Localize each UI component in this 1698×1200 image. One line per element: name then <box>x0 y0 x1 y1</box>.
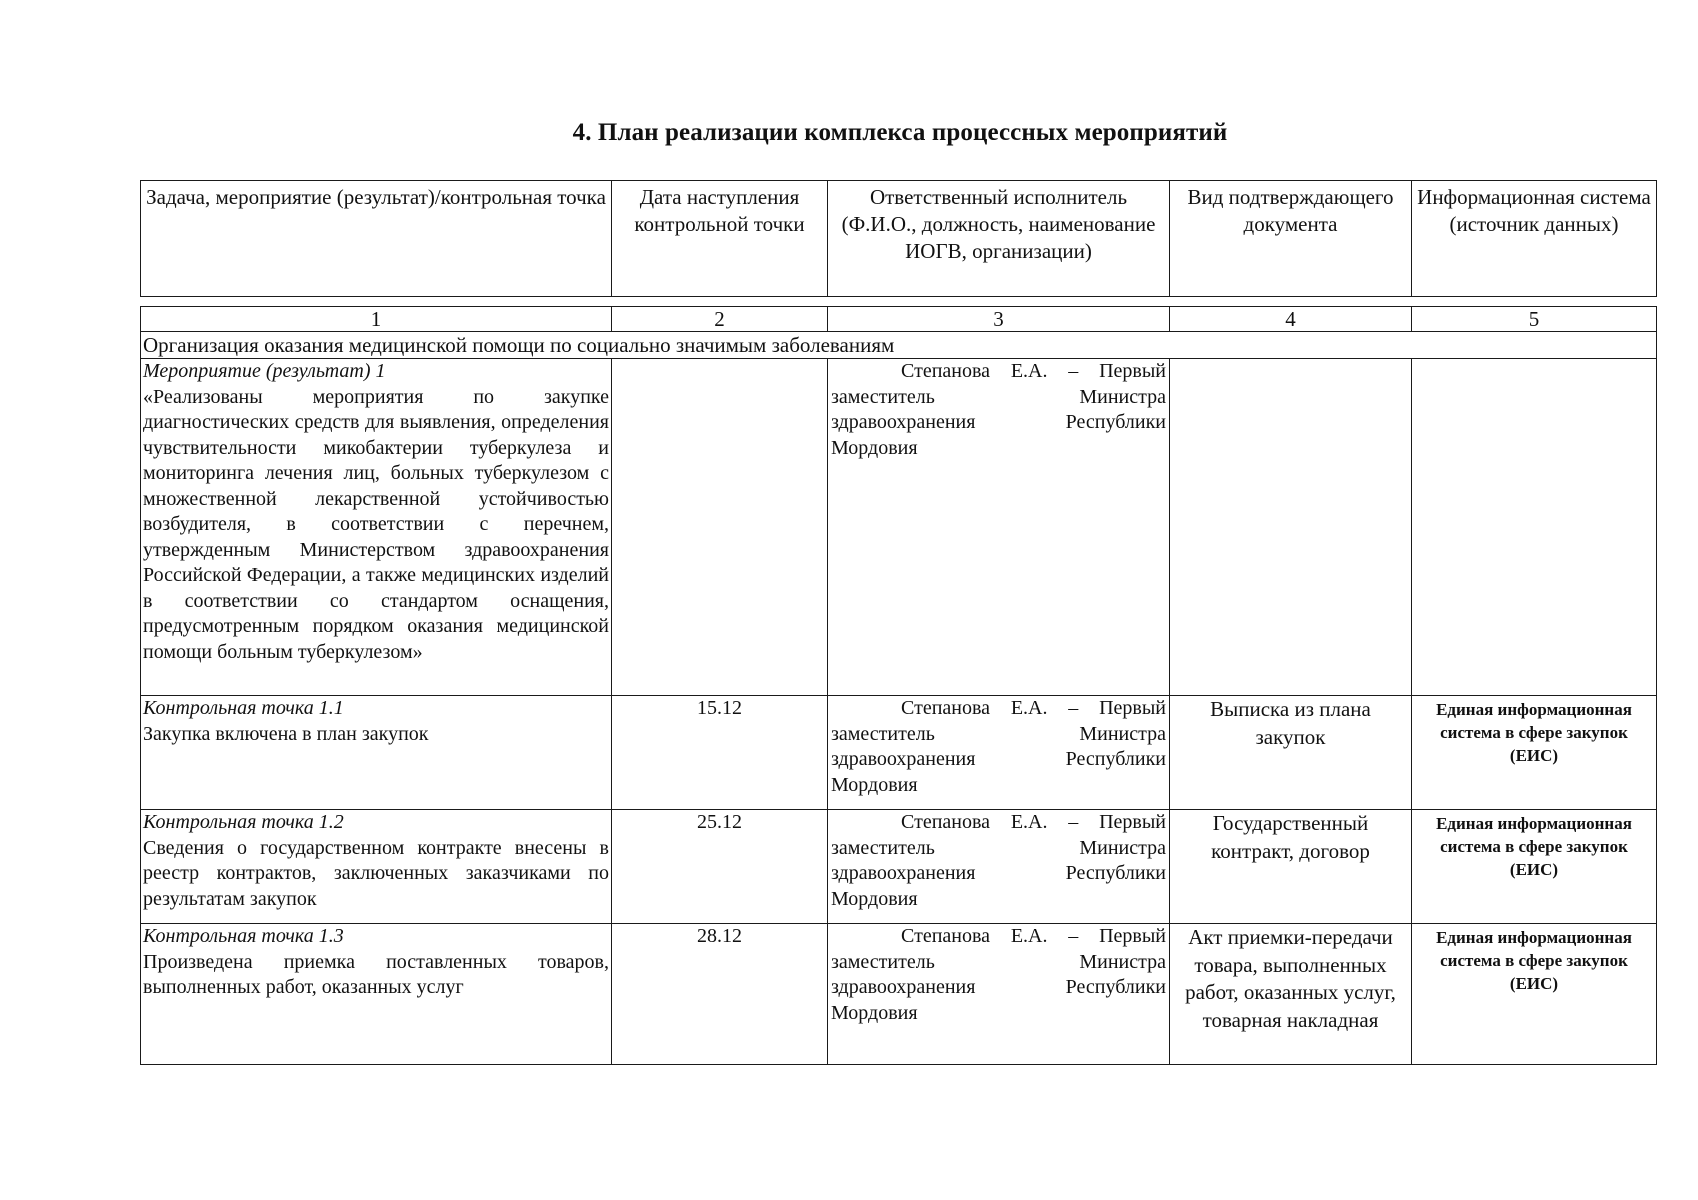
row-text: Произведена приемка поставленных товаров, выполненных работ, оказанных услуг <box>143 950 609 998</box>
row-text: Закупка включена в план закупок <box>143 722 429 745</box>
column-number: 4 <box>1170 307 1412 332</box>
page-title: 4. План реализации комплекса процессных мероприятий <box>572 119 1228 146</box>
row-text: Сведения о государственном контракте внесены в реестр контрактов, заключенных заказчиками по результатам закупок <box>143 836 609 910</box>
plan-table-header <box>140 180 1657 297</box>
column-number: 2 <box>612 307 828 332</box>
column-number: 1 <box>141 307 612 332</box>
plan-table-body <box>140 306 1657 1065</box>
header-info-system: Информационная система (источник данных) <box>1412 181 1657 297</box>
info-system-cell <box>1412 359 1657 696</box>
task-cell <box>141 359 612 696</box>
section-row <box>141 332 1657 359</box>
table-row <box>141 810 1657 924</box>
row-label: Мероприятие (результат) 1 <box>143 360 386 382</box>
responsible-cell: Степанова Е.А. – Первый заместитель Министра здравоохранения Республики Мордовия <box>828 810 1170 924</box>
section-title: Организация оказания медицинской помощи по социально значимым заболеваниям <box>141 332 1657 359</box>
task-cell <box>141 810 612 924</box>
header-task: Задача, мероприятие (результат)/контрольная точка <box>141 181 612 297</box>
date-cell: 28.12 <box>612 924 828 1065</box>
header-responsible: Ответственный исполнитель (Ф.И.О., должность, наименование ИОГВ, организации) <box>828 181 1170 297</box>
document-cell: Акт приемки-передачи товара, выполненных работ, оказанных услуг, товарная накладная <box>1170 924 1412 1065</box>
responsible-cell: Степанова Е.А. – Первый заместитель Министра здравоохранения Республики Мордовия <box>828 359 1170 696</box>
date-cell: 25.12 <box>612 810 828 924</box>
document-cell: Государственный контракт, договор <box>1170 810 1412 924</box>
task-cell <box>141 696 612 810</box>
responsible-cell: Степанова Е.А. – Первый заместитель Министра здравоохранения Республики Мордовия <box>828 696 1170 810</box>
responsible-cell: Степанова Е.А. – Первый заместитель Министра здравоохранения Республики Мордовия <box>828 924 1170 1065</box>
document-cell <box>1170 359 1412 696</box>
table-row <box>141 696 1657 810</box>
info-system-cell: Единая информационная система в сфере закупок (ЕИС) <box>1412 810 1657 924</box>
row-text: «Реализованы мероприятия по закупке диагностических средств для выявления, определения чувствительности микобактерии туберкулеза и мониторинга лечения лиц, больных туберкулезом с множественной лекарственной устойчивостью возбудителя, в соответствии с перечнем, утвержденным Министерством здравоохранения Российской Федерации, а также медицинских изделий в соответствии со стандартом оснащения, предусмотренным порядком оказания медицинской помощи больным туберкулезом» <box>143 385 609 663</box>
table-row <box>141 359 1657 696</box>
document-cell: Выписка из плана закупок <box>1170 696 1412 810</box>
info-system-cell: Единая информационная система в сфере закупок (ЕИС) <box>1412 924 1657 1065</box>
info-system-cell: Единая информационная система в сфере закупок (ЕИС) <box>1412 696 1657 810</box>
date-cell <box>612 359 828 696</box>
column-number-row <box>141 307 1657 332</box>
row-label: Контрольная точка 1.2 <box>143 811 344 833</box>
header-row <box>141 181 1657 297</box>
header-document-type: Вид подтверждающего документа <box>1170 181 1412 297</box>
row-label: Контрольная точка 1.3 <box>143 925 344 947</box>
header-date: Дата наступления контрольной точки <box>612 181 828 297</box>
column-number: 5 <box>1412 307 1657 332</box>
row-label: Контрольная точка 1.1 <box>143 697 344 719</box>
task-cell <box>141 924 612 1065</box>
table-row <box>141 924 1657 1065</box>
column-number: 3 <box>828 307 1170 332</box>
date-cell: 15.12 <box>612 696 828 810</box>
